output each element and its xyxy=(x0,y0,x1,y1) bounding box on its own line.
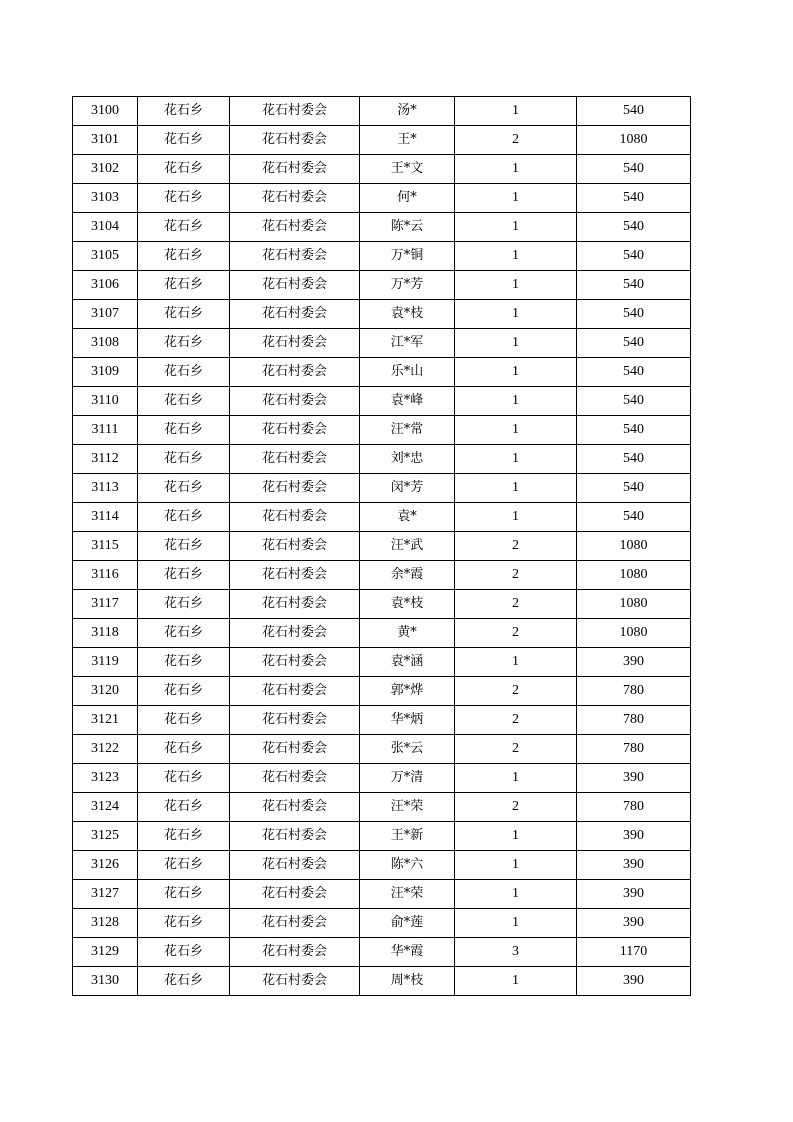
cell-village-committee: 花石村委会 xyxy=(230,735,360,764)
cell-amount: 390 xyxy=(577,909,691,938)
table-row xyxy=(73,213,691,242)
cell-person-name: 万*芳 xyxy=(360,271,455,300)
cell-village-committee: 花石村委会 xyxy=(230,851,360,880)
cell-person-name: 华*霞 xyxy=(360,938,455,967)
cell-township: 花石乡 xyxy=(138,764,230,793)
cell-count: 1 xyxy=(455,445,577,474)
cell-amount: 540 xyxy=(577,97,691,126)
table-row xyxy=(73,909,691,938)
cell-serial-number: 3123 xyxy=(73,764,138,793)
cell-township: 花石乡 xyxy=(138,445,230,474)
cell-township: 花石乡 xyxy=(138,474,230,503)
cell-serial-number: 3125 xyxy=(73,822,138,851)
cell-count: 2 xyxy=(455,126,577,155)
cell-serial-number: 3120 xyxy=(73,677,138,706)
cell-count: 2 xyxy=(455,677,577,706)
cell-amount: 1080 xyxy=(577,590,691,619)
cell-township: 花石乡 xyxy=(138,880,230,909)
table-row xyxy=(73,851,691,880)
cell-count: 1 xyxy=(455,474,577,503)
cell-amount: 390 xyxy=(577,851,691,880)
table-row xyxy=(73,967,691,996)
cell-count: 1 xyxy=(455,155,577,184)
cell-village-committee: 花石村委会 xyxy=(230,648,360,677)
cell-village-committee: 花石村委会 xyxy=(230,880,360,909)
cell-count: 1 xyxy=(455,880,577,909)
cell-person-name: 汪*荣 xyxy=(360,793,455,822)
cell-person-name: 余*霞 xyxy=(360,561,455,590)
cell-person-name: 黄* xyxy=(360,619,455,648)
cell-amount: 1170 xyxy=(577,938,691,967)
cell-amount: 540 xyxy=(577,213,691,242)
cell-person-name: 王*新 xyxy=(360,822,455,851)
cell-person-name: 袁*枝 xyxy=(360,300,455,329)
table-row xyxy=(73,126,691,155)
cell-person-name: 俞*莲 xyxy=(360,909,455,938)
cell-township: 花石乡 xyxy=(138,155,230,184)
cell-township: 花石乡 xyxy=(138,822,230,851)
cell-amount: 1080 xyxy=(577,532,691,561)
table-body xyxy=(73,97,691,996)
cell-amount: 540 xyxy=(577,387,691,416)
table-row xyxy=(73,532,691,561)
table-row xyxy=(73,822,691,851)
cell-village-committee: 花石村委会 xyxy=(230,938,360,967)
cell-amount: 390 xyxy=(577,967,691,996)
cell-township: 花石乡 xyxy=(138,561,230,590)
cell-township: 花石乡 xyxy=(138,851,230,880)
cell-village-committee: 花石村委会 xyxy=(230,503,360,532)
table-row xyxy=(73,677,691,706)
cell-person-name: 陈*六 xyxy=(360,851,455,880)
cell-amount: 780 xyxy=(577,677,691,706)
cell-serial-number: 3116 xyxy=(73,561,138,590)
cell-village-committee: 花石村委会 xyxy=(230,184,360,213)
table-row xyxy=(73,387,691,416)
cell-village-committee: 花石村委会 xyxy=(230,416,360,445)
table-row xyxy=(73,329,691,358)
table-row xyxy=(73,445,691,474)
cell-village-committee: 花石村委会 xyxy=(230,242,360,271)
cell-township: 花石乡 xyxy=(138,677,230,706)
cell-township: 花石乡 xyxy=(138,648,230,677)
cell-township: 花石乡 xyxy=(138,329,230,358)
cell-count: 1 xyxy=(455,967,577,996)
cell-person-name: 袁* xyxy=(360,503,455,532)
cell-serial-number: 3121 xyxy=(73,706,138,735)
cell-serial-number: 3110 xyxy=(73,387,138,416)
cell-village-committee: 花石村委会 xyxy=(230,155,360,184)
cell-township: 花石乡 xyxy=(138,938,230,967)
cell-serial-number: 3109 xyxy=(73,358,138,387)
table-row xyxy=(73,271,691,300)
cell-serial-number: 3117 xyxy=(73,590,138,619)
cell-village-committee: 花石村委会 xyxy=(230,213,360,242)
cell-person-name: 刘*忠 xyxy=(360,445,455,474)
cell-count: 2 xyxy=(455,532,577,561)
cell-person-name: 何* xyxy=(360,184,455,213)
cell-serial-number: 3129 xyxy=(73,938,138,967)
table-row xyxy=(73,648,691,677)
cell-amount: 390 xyxy=(577,822,691,851)
table-row xyxy=(73,764,691,793)
cell-count: 2 xyxy=(455,590,577,619)
table-row xyxy=(73,706,691,735)
cell-person-name: 华*炳 xyxy=(360,706,455,735)
table-row xyxy=(73,184,691,213)
cell-village-committee: 花石村委会 xyxy=(230,590,360,619)
cell-count: 1 xyxy=(455,271,577,300)
cell-village-committee: 花石村委会 xyxy=(230,677,360,706)
cell-township: 花石乡 xyxy=(138,184,230,213)
cell-amount: 540 xyxy=(577,358,691,387)
cell-township: 花石乡 xyxy=(138,503,230,532)
cell-village-committee: 花石村委会 xyxy=(230,300,360,329)
cell-village-committee: 花石村委会 xyxy=(230,97,360,126)
cell-person-name: 袁*枝 xyxy=(360,590,455,619)
cell-serial-number: 3111 xyxy=(73,416,138,445)
cell-count: 2 xyxy=(455,735,577,764)
cell-serial-number: 3112 xyxy=(73,445,138,474)
cell-count: 1 xyxy=(455,329,577,358)
cell-amount: 540 xyxy=(577,184,691,213)
cell-amount: 540 xyxy=(577,445,691,474)
cell-amount: 540 xyxy=(577,329,691,358)
table-row xyxy=(73,155,691,184)
cell-amount: 1080 xyxy=(577,561,691,590)
cell-serial-number: 3128 xyxy=(73,909,138,938)
cell-count: 2 xyxy=(455,619,577,648)
table-row xyxy=(73,416,691,445)
cell-count: 1 xyxy=(455,764,577,793)
cell-village-committee: 花石村委会 xyxy=(230,561,360,590)
table-row xyxy=(73,474,691,503)
cell-amount: 540 xyxy=(577,242,691,271)
cell-township: 花石乡 xyxy=(138,97,230,126)
data-table xyxy=(72,96,691,996)
cell-village-committee: 花石村委会 xyxy=(230,619,360,648)
cell-village-committee: 花石村委会 xyxy=(230,271,360,300)
table-row xyxy=(73,619,691,648)
cell-township: 花石乡 xyxy=(138,735,230,764)
cell-village-committee: 花石村委会 xyxy=(230,474,360,503)
cell-serial-number: 3127 xyxy=(73,880,138,909)
cell-amount: 540 xyxy=(577,271,691,300)
cell-township: 花石乡 xyxy=(138,271,230,300)
cell-person-name: 张*云 xyxy=(360,735,455,764)
cell-serial-number: 3119 xyxy=(73,648,138,677)
cell-village-committee: 花石村委会 xyxy=(230,445,360,474)
cell-amount: 390 xyxy=(577,648,691,677)
table-row xyxy=(73,503,691,532)
cell-amount: 780 xyxy=(577,706,691,735)
cell-serial-number: 3102 xyxy=(73,155,138,184)
cell-township: 花石乡 xyxy=(138,967,230,996)
cell-township: 花石乡 xyxy=(138,300,230,329)
cell-township: 花石乡 xyxy=(138,358,230,387)
cell-township: 花石乡 xyxy=(138,532,230,561)
cell-count: 1 xyxy=(455,648,577,677)
cell-count: 1 xyxy=(455,242,577,271)
table-row xyxy=(73,97,691,126)
cell-person-name: 汪*武 xyxy=(360,532,455,561)
cell-person-name: 江*军 xyxy=(360,329,455,358)
table-row xyxy=(73,358,691,387)
cell-township: 花石乡 xyxy=(138,416,230,445)
cell-village-committee: 花石村委会 xyxy=(230,909,360,938)
cell-serial-number: 3114 xyxy=(73,503,138,532)
cell-serial-number: 3106 xyxy=(73,271,138,300)
cell-count: 1 xyxy=(455,909,577,938)
table-row xyxy=(73,793,691,822)
cell-village-committee: 花石村委会 xyxy=(230,358,360,387)
cell-person-name: 王*文 xyxy=(360,155,455,184)
cell-village-committee: 花石村委会 xyxy=(230,126,360,155)
table-row xyxy=(73,735,691,764)
cell-amount: 1080 xyxy=(577,619,691,648)
cell-village-committee: 花石村委会 xyxy=(230,387,360,416)
cell-person-name: 袁*涵 xyxy=(360,648,455,677)
cell-amount: 390 xyxy=(577,880,691,909)
cell-count: 1 xyxy=(455,184,577,213)
cell-village-committee: 花石村委会 xyxy=(230,764,360,793)
cell-count: 2 xyxy=(455,561,577,590)
table-row xyxy=(73,938,691,967)
cell-village-committee: 花石村委会 xyxy=(230,822,360,851)
table-row xyxy=(73,300,691,329)
cell-village-committee: 花石村委会 xyxy=(230,967,360,996)
cell-person-name: 陈*云 xyxy=(360,213,455,242)
cell-serial-number: 3115 xyxy=(73,532,138,561)
cell-count: 1 xyxy=(455,416,577,445)
cell-person-name: 万*清 xyxy=(360,764,455,793)
cell-count: 1 xyxy=(455,387,577,416)
cell-township: 花石乡 xyxy=(138,387,230,416)
cell-person-name: 万*铜 xyxy=(360,242,455,271)
cell-person-name: 汪*荣 xyxy=(360,880,455,909)
table-row xyxy=(73,561,691,590)
cell-serial-number: 3124 xyxy=(73,793,138,822)
cell-amount: 390 xyxy=(577,764,691,793)
cell-serial-number: 3108 xyxy=(73,329,138,358)
cell-amount: 540 xyxy=(577,300,691,329)
cell-person-name: 王* xyxy=(360,126,455,155)
cell-serial-number: 3100 xyxy=(73,97,138,126)
cell-serial-number: 3126 xyxy=(73,851,138,880)
cell-serial-number: 3103 xyxy=(73,184,138,213)
cell-amount: 540 xyxy=(577,155,691,184)
cell-village-committee: 花石村委会 xyxy=(230,329,360,358)
table-row xyxy=(73,242,691,271)
cell-person-name: 郭*烨 xyxy=(360,677,455,706)
cell-person-name: 汪*常 xyxy=(360,416,455,445)
cell-township: 花石乡 xyxy=(138,909,230,938)
cell-township: 花石乡 xyxy=(138,126,230,155)
table-row xyxy=(73,590,691,619)
cell-township: 花石乡 xyxy=(138,213,230,242)
cell-count: 3 xyxy=(455,938,577,967)
cell-serial-number: 3107 xyxy=(73,300,138,329)
cell-serial-number: 3104 xyxy=(73,213,138,242)
cell-amount: 780 xyxy=(577,793,691,822)
cell-person-name: 汤* xyxy=(360,97,455,126)
cell-village-committee: 花石村委会 xyxy=(230,706,360,735)
cell-amount: 540 xyxy=(577,474,691,503)
cell-serial-number: 3122 xyxy=(73,735,138,764)
cell-village-committee: 花石村委会 xyxy=(230,532,360,561)
cell-amount: 540 xyxy=(577,416,691,445)
cell-count: 1 xyxy=(455,851,577,880)
cell-serial-number: 3113 xyxy=(73,474,138,503)
table-row xyxy=(73,880,691,909)
cell-serial-number: 3101 xyxy=(73,126,138,155)
cell-township: 花石乡 xyxy=(138,706,230,735)
cell-township: 花石乡 xyxy=(138,793,230,822)
cell-count: 1 xyxy=(455,213,577,242)
cell-village-committee: 花石村委会 xyxy=(230,793,360,822)
cell-count: 2 xyxy=(455,706,577,735)
cell-serial-number: 3118 xyxy=(73,619,138,648)
cell-count: 1 xyxy=(455,358,577,387)
cell-count: 1 xyxy=(455,97,577,126)
cell-amount: 540 xyxy=(577,503,691,532)
cell-count: 1 xyxy=(455,822,577,851)
cell-township: 花石乡 xyxy=(138,619,230,648)
cell-serial-number: 3130 xyxy=(73,967,138,996)
cell-amount: 1080 xyxy=(577,126,691,155)
cell-person-name: 闵*芳 xyxy=(360,474,455,503)
cell-person-name: 袁*峰 xyxy=(360,387,455,416)
cell-person-name: 乐*山 xyxy=(360,358,455,387)
cell-count: 1 xyxy=(455,503,577,532)
cell-count: 1 xyxy=(455,300,577,329)
cell-serial-number: 3105 xyxy=(73,242,138,271)
cell-count: 2 xyxy=(455,793,577,822)
cell-person-name: 周*枝 xyxy=(360,967,455,996)
cell-amount: 780 xyxy=(577,735,691,764)
cell-township: 花石乡 xyxy=(138,242,230,271)
cell-township: 花石乡 xyxy=(138,590,230,619)
